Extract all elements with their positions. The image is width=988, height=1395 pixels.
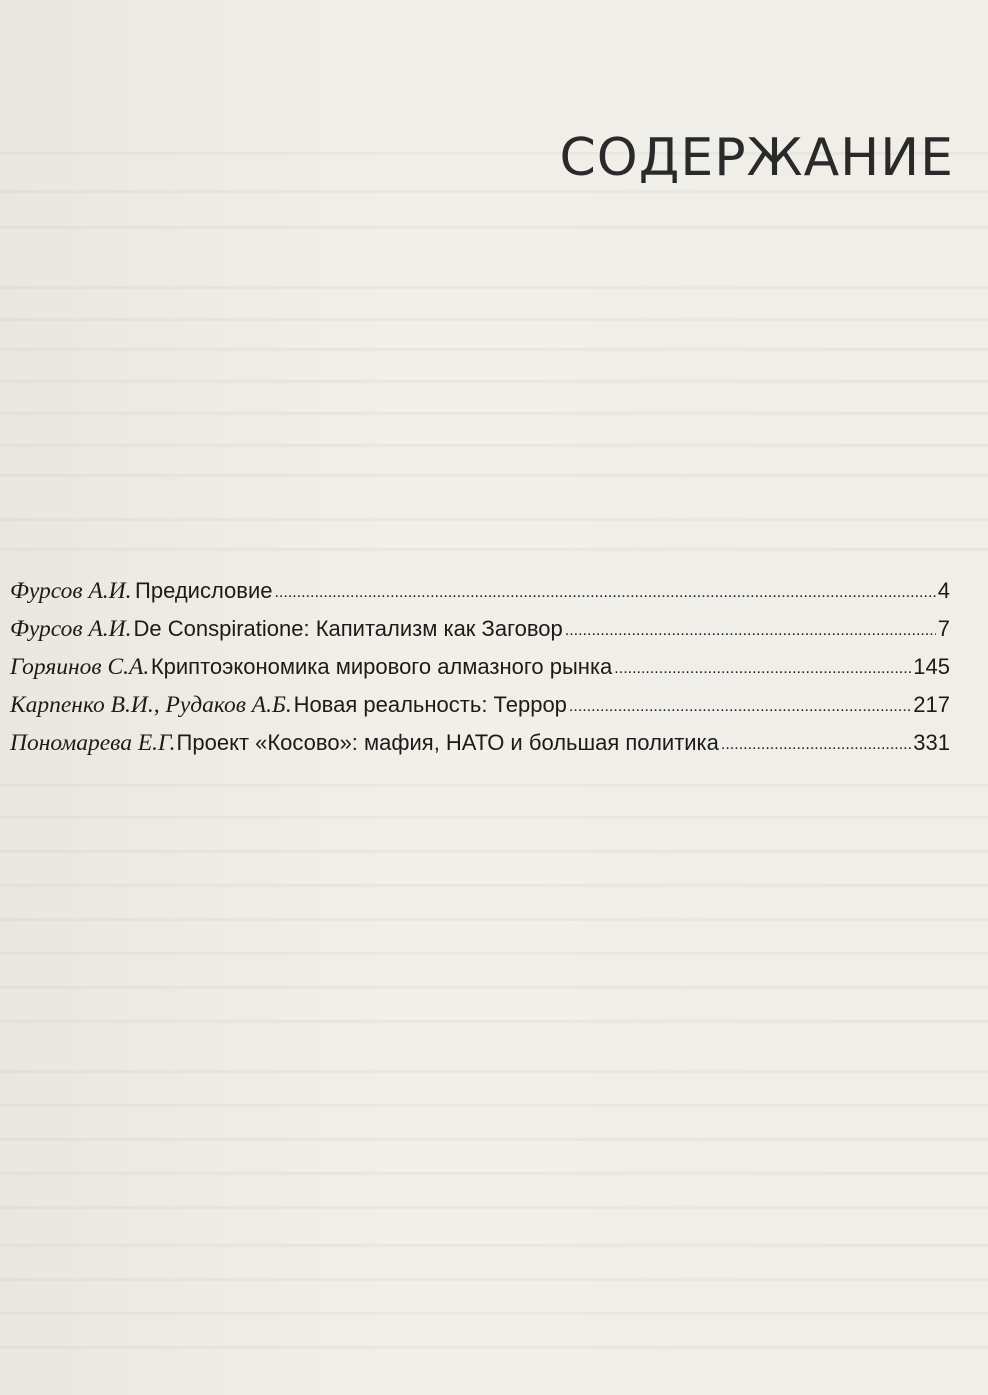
show-through-line <box>0 986 988 989</box>
show-through-line <box>0 1138 988 1141</box>
toc-page-number: 331 <box>913 730 950 755</box>
show-through-line <box>0 1070 988 1073</box>
toc-author: Карпенко В.И., Рудаков А.Б. <box>10 692 292 718</box>
show-through-line <box>0 1172 988 1175</box>
toc-entry[interactable] <box>10 686 950 724</box>
toc-entry[interactable] <box>10 610 950 648</box>
show-through-line <box>0 226 988 229</box>
table-of-contents <box>10 572 950 762</box>
show-through-line <box>0 918 988 921</box>
show-through-line <box>0 784 988 787</box>
show-through-line <box>0 412 988 415</box>
show-through-line <box>0 318 988 321</box>
dot-leader <box>569 685 911 726</box>
show-through-line <box>0 286 988 289</box>
show-through-line <box>0 348 988 351</box>
toc-author: Фурсов А.И. <box>10 616 132 642</box>
show-through-line <box>0 1104 988 1107</box>
show-through-line <box>0 518 988 521</box>
toc-entry[interactable] <box>10 724 950 762</box>
show-through-line <box>0 850 988 853</box>
toc-title: De Conspiratione: Капитализм как Заговор <box>133 616 563 641</box>
toc-entry[interactable] <box>10 648 950 686</box>
toc-author: Горяинов С.А. <box>10 654 150 680</box>
toc-title: Предисловие <box>135 578 273 603</box>
dot-leader <box>721 723 911 764</box>
show-through-line <box>0 548 988 551</box>
toc-author: Фурсов А.И. <box>10 578 132 604</box>
show-through-line <box>0 444 988 447</box>
dot-leader <box>274 571 935 612</box>
show-through-line <box>0 474 988 477</box>
toc-page-number: 217 <box>913 692 950 717</box>
toc-title: Криптоэкономика мирового алмазного рынка <box>150 654 613 679</box>
show-through-line <box>0 380 988 383</box>
toc-entry[interactable] <box>10 572 950 610</box>
dot-leader <box>565 609 936 650</box>
toc-page-number: 145 <box>913 654 950 679</box>
toc-title: Новая реальность: Террор <box>293 692 567 717</box>
show-through-line <box>0 1278 988 1281</box>
show-through-line <box>0 190 988 193</box>
show-through-line <box>0 952 988 955</box>
toc-author: Пономарева Е.Г. <box>10 730 176 756</box>
show-through-line <box>0 1244 988 1247</box>
toc-page-number: 4 <box>937 578 950 603</box>
toc-title: Проект «Косово»: мафия, НАТО и большая политика <box>176 730 719 755</box>
show-through-line <box>0 816 988 819</box>
show-through-line <box>0 1312 988 1315</box>
show-through-line <box>0 1206 988 1209</box>
show-through-line <box>0 1020 988 1023</box>
dot-leader <box>614 647 911 688</box>
show-through-line <box>0 884 988 887</box>
toc-page-number: 7 <box>937 616 950 641</box>
show-through-line <box>0 1346 988 1349</box>
page-title: СОДЕРЖАНИЕ <box>559 128 954 188</box>
